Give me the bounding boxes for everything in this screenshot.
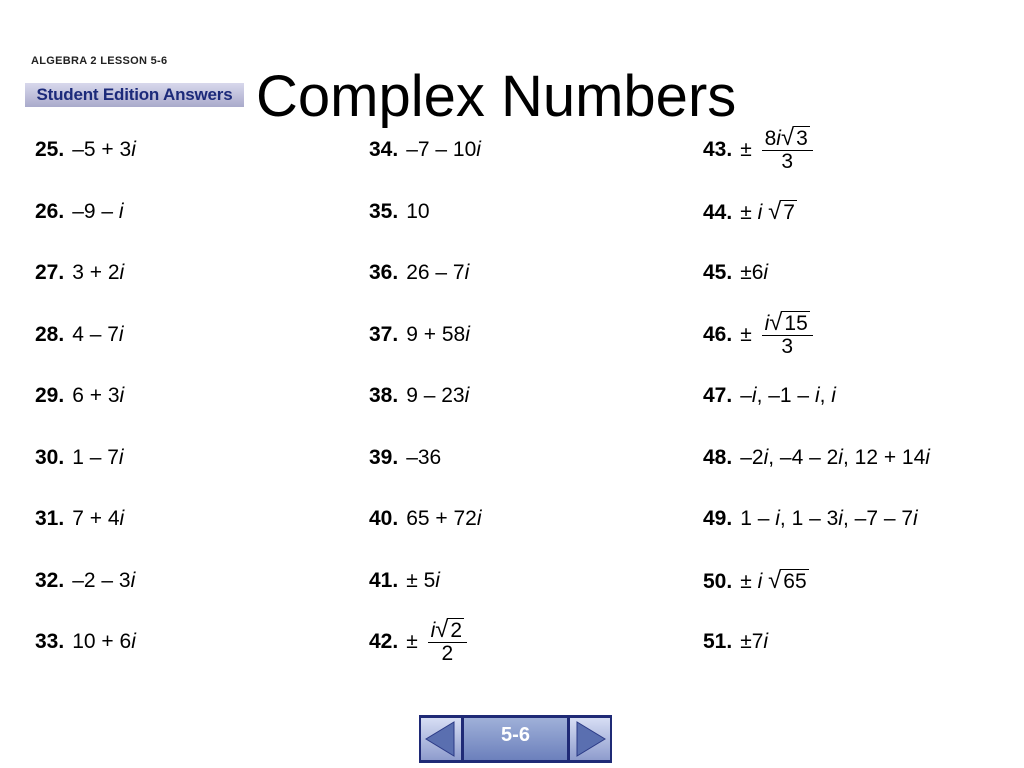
fraction: $\frac{8i√3}{3}$	[762, 127, 813, 173]
answer-33: 33. 10 + 6i	[35, 630, 136, 653]
answer-28: 28. 4 – 7i	[35, 322, 124, 346]
page-title: Complex Numbers	[256, 64, 737, 129]
triangle-left-icon	[421, 718, 461, 760]
answer-26: 26. –9 – i	[35, 199, 124, 223]
answer-31: 31. 7 + 4i	[35, 507, 125, 530]
answer-51: 51. ±7i	[703, 630, 769, 653]
answer-29: 29. 6 + 3i	[35, 384, 125, 407]
triangle-right-icon	[570, 718, 610, 760]
answer-46: 46. ± $\frac{i√15}{3}$	[703, 310, 1023, 372]
slide-navigation	[419, 715, 612, 763]
answer-50: 50. ± i √65	[703, 566, 807, 594]
answer-25: 25. –5 + 3i	[35, 138, 136, 161]
answer-36: 36. 26 – 7i	[369, 261, 470, 284]
answer-45: 45. ±6i	[703, 261, 769, 284]
answer-43: 43. ± $\frac{8i√3}{3}$	[703, 125, 1023, 187]
answer-34: 34. –7 – 10i	[369, 138, 481, 161]
answer-column-1	[35, 125, 355, 679]
answer-35: 35. 10	[369, 199, 430, 223]
answer-39: 39. –36	[369, 445, 442, 469]
next-button[interactable]	[570, 718, 610, 760]
answer-40: 40. 65 + 72i	[369, 507, 482, 530]
answer-47: 47. –i, –1 – i, i	[703, 384, 836, 407]
answer-30: 30. 1 – 7i	[35, 445, 124, 469]
answer-48: 48. –2i, –4 – 2i, 12 + 14i	[703, 445, 930, 469]
answer-column-3	[703, 125, 1023, 679]
answer-44: 44. ± i √7	[703, 197, 795, 225]
answer-37: 37. 9 + 58i	[369, 322, 470, 346]
answer-49: 49. 1 – i, 1 – 3i, –7 – 7i	[703, 507, 918, 530]
section-badge: 5-6	[464, 718, 567, 760]
answer-41: 41. ± 5i	[369, 568, 440, 592]
previous-button[interactable]	[421, 718, 461, 760]
answer-42: 42. ± $\frac{i√2}{2}$	[369, 617, 689, 679]
fraction: $\frac{i√2}{2}$	[428, 619, 468, 665]
answer-27: 27. 3 + 2i	[35, 261, 125, 284]
edition-banner: Student Edition Answers	[25, 83, 244, 107]
answer-32: 32. –2 – 3i	[35, 568, 136, 592]
answer-column-2	[369, 125, 689, 679]
answer-38: 38. 9 – 23i	[369, 384, 470, 407]
lesson-label: ALGEBRA 2 LESSON 5-6	[31, 55, 168, 67]
fraction: $\frac{i√15}{3}$	[762, 312, 813, 358]
